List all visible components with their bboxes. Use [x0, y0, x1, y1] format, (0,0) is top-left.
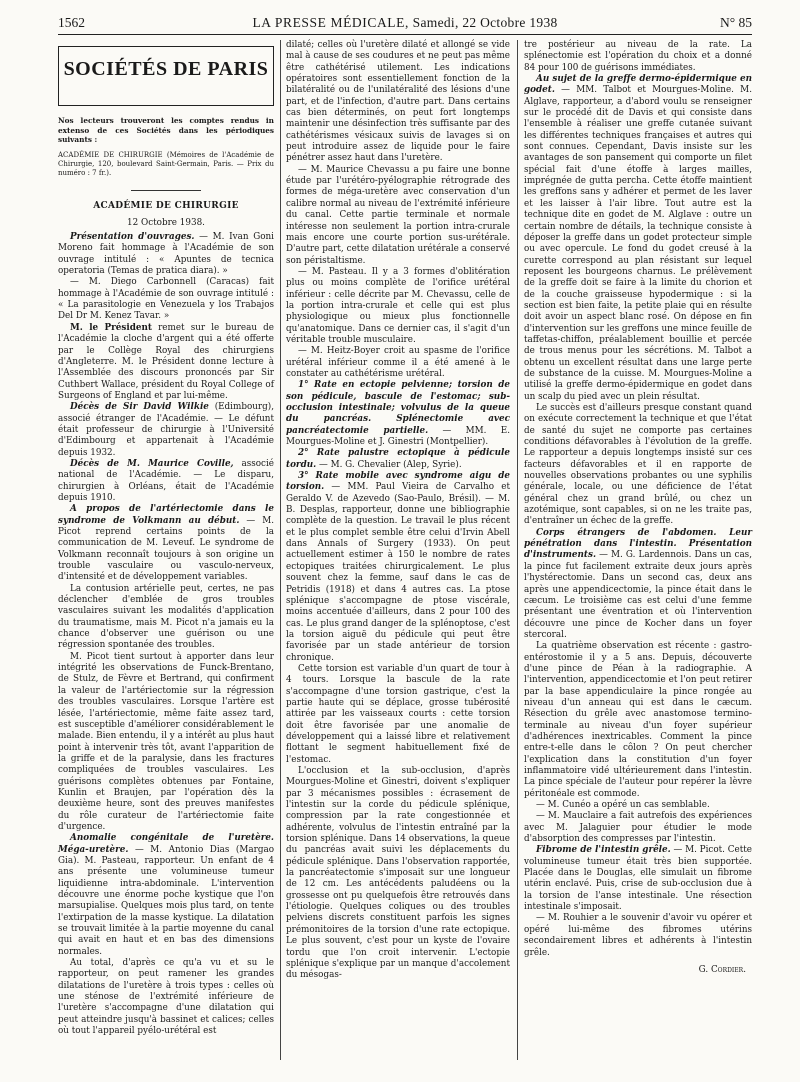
paragraph: Décès de M. Maurice Coville, associé national de l'Académie. — Le disparu, chirurgien à Orléans, était de l'Académie depuis 1910.: [58, 458, 275, 503]
paragraph: Fibrome de l'intestin grêle. — M. Picot. Cette volumineuse tumeur était très bien supportée. Placée dans le Douglas, elle simulait un fibrome utérin enclavé. Puis, crise de sub-occlusion due à la torsion de l'anse intestinale. Une résection intestinale s'imposait.: [524, 845, 752, 913]
paragraph: Cette torsion est variable d'un quart de tour à 4 tours. Lorsque la bascule de la rate s'accompagne d'une torsion gastrique, c'est la partie haute qui se déplace, grosse tubérosité attirée par les vaisseaux courts : cette torsion doit être favorisée par une anomalie de développement qui a laissé libre et relativement flottant le segment habituellement fixé de l'estomac.: [286, 663, 510, 765]
issue-date: Samedi, 22 Octobre 1938: [412, 15, 558, 30]
paragraph: — M. Mauclaire a fait autrefois des expériences avec M. Jalaguier pour étudier le mode d'absorption des compresses par l'intestin.: [524, 811, 752, 845]
column-2: [286, 40, 510, 982]
column-divider: [280, 40, 281, 1060]
paragraph: M. Picot tient surtout à apporter dans leur intégrité les observations de Funck-Brentano, de Stulz, de Fèvre et Bertrand, qui confirment la valeur de l'artériectomie sur la régression des troubles vasculaires. Lorsque l'artère est lésée, l'artériectomie, même faite assez tard, est susceptible d'améliorer considérablement le malade. Bien entendu, il y a intérêt au plus haut point à intervenir très tôt, avant l'apparition de la griffe et de la paralysie, dans les fractures compliquées de troubles vasculaires. Les guérisons complètes obtenues par Fontaine, Kunlin et Braujen, par l'opération dès la deuxième heure, sont des preuves manifestes du rôle curateur de l'artériectomie faite d'urgence.: [58, 651, 274, 832]
paragraph: — M. Heitz-Boyer croit au spasme de l'orifice urétéral inférieur comme il a été amené à le constater au cathétérisme urétéral.: [286, 346, 510, 379]
paragraph: Au total, d'après ce qu'a vu et su le rapporteur, on peut ramener les grandes dilatations de l'uretère à trois types : celles où une sténose de l'extrémité inférieure de l'uretère s'accompagne d'une dilatation qui peut atteindre jusqu'à bassinet et calices; celles où tout l'appareil pyélo-urétéral est: [58, 958, 274, 1037]
paragraph: M. le Président remet sur le bureau de l'Académie la cloche d'argent qui a été offerte par le Collège Royal des chirurgiens d'Angleterre. M. le Président donne lecture à l'Assemblée des discours prononcés par Sir Cuthbert Wallace, président du Royal College of Surgeons of England et par lui-même.: [58, 322, 274, 401]
paragraph: — M. Maurice Chevassu a pu faire une bonne étude par l'urétéro-pyélographie rétrograde des formes de méga-uretère avec conservation d'un calibre normal au niveau de l'extrémité inférieure du canal. Cette partie terminale et normale intéresse non seulement la portion intra-crurale mais encore une courte portion sus-urétérale. D'autre part, cette dilatation urétérale a conservé son péristaltisme.: [286, 164, 510, 266]
paragraph: — M. Diego Carbonnell (Caracas) fait hommage à l'Académie de son ouvrage intitulé : « La parasitologie en Venezuela y los Trabajos Del Dr M. Kenez Tavar. »: [58, 277, 274, 322]
paragraph: Anomalie congénitale de l'uretère. Méga-uretère. — M. Antonio Dias (Margao Gia). M. Pasteau, rapporteur. Un enfant de 4 ans présente une volumineuse tumeur liquidienne intra-abdominale. L'intervention découvre une énorme poche kystique que l'on marsupialise. Quelques mois plus tard, on tente l'extirpation de la masse kystique. La dilatation se trouvait limitée à la partie moyenne du canal qui avait en haut et en bas des dimensions normales.: [58, 833, 274, 957]
paragraph: tre postérieur au niveau de la rate. La splénectomie est l'opération du choix et a donné 84 pour 100 de guérisons immédiates.: [524, 40, 752, 73]
paragraph: 1° Rate en ectopie pelvienne; torsion de son pédicule, bascule de l'estomac; sub-occlusion intestinale; volvulus de la queue du pancréas. Splénectomie avec pancréatectomie partielle. — MM. E. Mourgues-Moline et J. Ginestri (Montpellier).: [286, 380, 511, 448]
paragraph: — M. Cunéo a opéré un cas semblable.: [536, 800, 710, 811]
paragraph: Le succès est d'ailleurs presque constant quand on exécute correctement la technique et que l'état de santé du sujet ne comporte pas certaines conditions défavorables à l'évolution de la greffe. Le rapporteur a depuis longtemps insisté sur ces facteurs défavorables et il en rapporte de nouvelles observations probantes ou une syphilis générale, locale, ou une déficience de l'état général chez un grand brûlé, ou chez un azotémique, sont capables, si on ne les traite pas, d'entraîner un échec de la greffe.: [524, 403, 752, 527]
page-number: 1562: [58, 15, 85, 30]
column-3: [524, 40, 752, 976]
header-rule: [58, 34, 752, 35]
paragraph: A propos de l'artériectomie dans le syndrome de Volkmann au début. — M. Picot reprend certains points de la communication de M. Leveuf. Le syndrome de Volkmann reconnaît toujours à son origine un trouble vasculaire ou vasculo-nerveux, d'intensité et de développement variables.: [58, 504, 274, 583]
paragraph: L'occlusion et la sub-occlusion, d'après Mourgues-Moline et Ginestri, doivent s'expliquer par 3 mécanismes possibles : écrasement de l'intestin sur la corde du pédicule splénique, compression par la rate congestionnée et adhérente, volvulus de l'intestin entraîné par la torsion splénique. Dans 14 observations, la queue du pancréas avait suivi les déplacements du pédicule splénique. Dans l'observation rapportée, la pancréatectomie s'imposait sur une longueur de 12 cm. Les antécédents paludéens ou la grossesse ont pu quelquefois être retrouvés dans l'étiologie. Quelques coliques ou des troubles pelviens discrets constituent parfois les signes prémonitoires de la torsion d'une rate ectopique. Le plus souvent, c'est pour un kyste de l'ovaire tordu que l'on croit intervenir. L'ectopie splénique s'explique par un manque d'accolement du mésogas-: [286, 766, 510, 981]
paragraph: La contusion artérielle peut, certes, ne pas déclencher d'emblée de gros troubles vasculaires suivant les modalités d'application du traumatisme, mais M. Picot n'a jamais eu la chance d'observer une guérison ou une régression spontanée des troubles.: [58, 583, 274, 651]
paragraph: Présentation d'ouvrages. — M. Ivan Goni Moreno fait hommage à l'Académie de son ouvrage intitulé : « Apuntes de tecnica operatoria (Temas de pratica diara). »: [58, 232, 274, 277]
running-header: [58, 15, 752, 35]
academy-heading: ACADÉMIE DE CHIRURGIE: [93, 201, 239, 212]
paragraph: Au sujet de la greffe dermo-épidermique en godet. — MM. Talbot et Mourgues-Moline. M. Alglave, rapporteur, a d'abord voulu se renseigner sur le procédé dit de Davis et qui consiste dans l'ensemble à réaliser une greffe cutanée suivant les différentes techniques françaises et autres qui sont connues. Cependant, Davis insiste sur les avantages de son pansement qui comporte un filet spécial fait d'une étoffe à larges mailles, imprégnée de gutta percha. Cette étoffe maintient les greffons sans y adhérer et permet de les laver et les laisser à l'air libre. Tout autre est la technique dite en godet de M. Alglave : outre un certain nombre de détails, la technique consiste à déposer la greffe dans un godet protecteur simple ou avec opercule. Le fond du godet creusé à la curette correspond au plan résistant sur lequel reposent les bourgeons charnus. Le prélèvement de la greffe doit se faire à la limite du chorion et de la couche graisseuse hypodermique : si la section est bien faite, la petite plaie qui en résulte doit avoir un aspect blanc rosé. On dépose en fin d'intervention sur les greffons une mince feuille de taffetas-chiffon, préalablement bouillie et percée de trous menus pour les sécrétions. M. Talbot a obtenu un excellent résultat dans une large perte de substance de la cuisse. M. Mourgues-Moline a utilisé la greffe dermo-épidermique en godet dans un scalp du pied avec un plein résultat.: [524, 74, 752, 402]
separator: [131, 190, 201, 191]
issue-number: N° 85: [719, 15, 752, 30]
paragraph: Corps étrangers de l'abdomen. Leur pénétration dans l'intestin. Présentation d'instruments. — M. G. Lardennois. Dans un cas, la pince fut facilement extraite deux jours après l'hystérectomie. Dans un second cas, deux ans après une appendicectomie, la pince était dans le cæcum. Le troisième cas est celui d'une femme présentant une éventration et où l'intervention découvre une pince de Kocher dans un foyer stercoral.: [524, 527, 752, 640]
paragraph: La quatrième observation est récente : gastro-entérostomie il y a 5 ans. Depuis, découverte d'une pince de Péan à la radiographie. A l'intervention, appendicectomie et l'on peut retirer par la base appendiculaire la pince rongée au niveau d'un anneau qui est dans le cæcum. Résection du grêle avec anastomose termino-terminale au niveau d'un foyer supérieur d'adhérences inextricables. Comment la pince entre-t-elle dans le côlon ? On peut chercher l'explication dans la constitution d'un foyer inflammatoire vidé ultérieurement dans l'intestin. La pince spéciale de l'auteur pour repérer la lèvre péritonéale est commode.: [524, 641, 752, 799]
publication-note: ACADÉMIE DE CHIRURGIE (Mémoires de l'Académie de Chirurgie, 120, boulevard Saint-Germain, Paris. — Prix du numéro : 7 fr.).: [58, 150, 274, 178]
author-signature: G. Cordier.: [698, 964, 746, 975]
journal-title: LA PRESSE MÉDICALE, Samedi, 22 Octobre 1938: [252, 15, 558, 30]
column-1: [58, 40, 274, 1037]
column-divider: [517, 40, 518, 1060]
paragraph: dilaté; celles où l'uretère dilaté et allongé se vide mal à cause de ses coudures et ne peut pas même être cathétérisé utilement. Les indications opératoires sont essentiellement fonction de la bilatéralité ou de l'unilatéralité des lésions d'une part, et de l'infection, d'autre part. Dans certains cas bien déterminés, on peut fort longtemps maintenir une désinfection très suffisante par des cathétérismes vésicaux suivis de lavages si on peut introduire assez de liquide pour le faire pénétrer assez haut dans l'uretère.: [286, 40, 510, 164]
paragraph: 2° Rate palustre ectopique à pédicule tordu. — M. G. Chevalier (Alep, Syrie).: [286, 448, 510, 470]
meeting-date: 12 Octobre 1938.: [127, 217, 205, 228]
section-title: SOCIÉTÉS DE PARIS: [63, 58, 269, 80]
paragraph: 3° Rate mobile avec syndrome aigu de torsion. — MM. Paul Vieira de Carvalho et Geraldo V. de Azevedo (Sao-Paulo, Brésil). — M. B. Desplas, rapporteur, donne une bibliographie complète de la question. Le travail le plus récent et le plus complet semble être celui d'Irvin Abell dans Annals of Surgery (1933). On peut actuellement estimer à 150 le nombre de rates ectopiques traitées chirurgicalement. Le plus souvent chez la femme, sauf dans le cas de Petridis (1918) et dans 4 autres cas. La ptose splénique s'accompagne de ptose viscérale, moins accentuée d'ailleurs, dans 2 pour 100 des cas. Le plus grand danger de la splénoptose, c'est la torsion aiguë du pédicule qui peut être favorisée par un stade antérieur de torsion chronique.: [286, 471, 510, 663]
paragraph: Décès de Sir David Wilkie (Edimbourg), associé étranger de l'Académie. — Le défunt était professeur de chirurgie à l'Université d'Edimbourg et appartenait à l'Académie depuis 1932.: [58, 402, 274, 458]
intro-notice: Nos lecteurs trouveront les comptes rendus in extenso de ces Sociétés dans les périodiques suivants :: [58, 116, 274, 145]
paragraph: — M. Rouhier a le souvenir d'avoir vu opérer et opéré lui-même des fibromes utérins secondairement libres et adhérents à l'intestin grêle.: [524, 913, 752, 958]
section-title-box: [58, 46, 274, 106]
paragraph: — M. Pasteau. Il y a 3 formes d'oblitération plus ou moins complète de l'orifice urétéral inférieur : celle décrite par M. Chevassu, celle de la portion intra-crurale et celle qui est plus physiologique ou mieux plus fonctionnelle qu'anatomique. Dans ce dernier cas, il s'agit d'un véritable trouble musculaire.: [286, 266, 510, 345]
